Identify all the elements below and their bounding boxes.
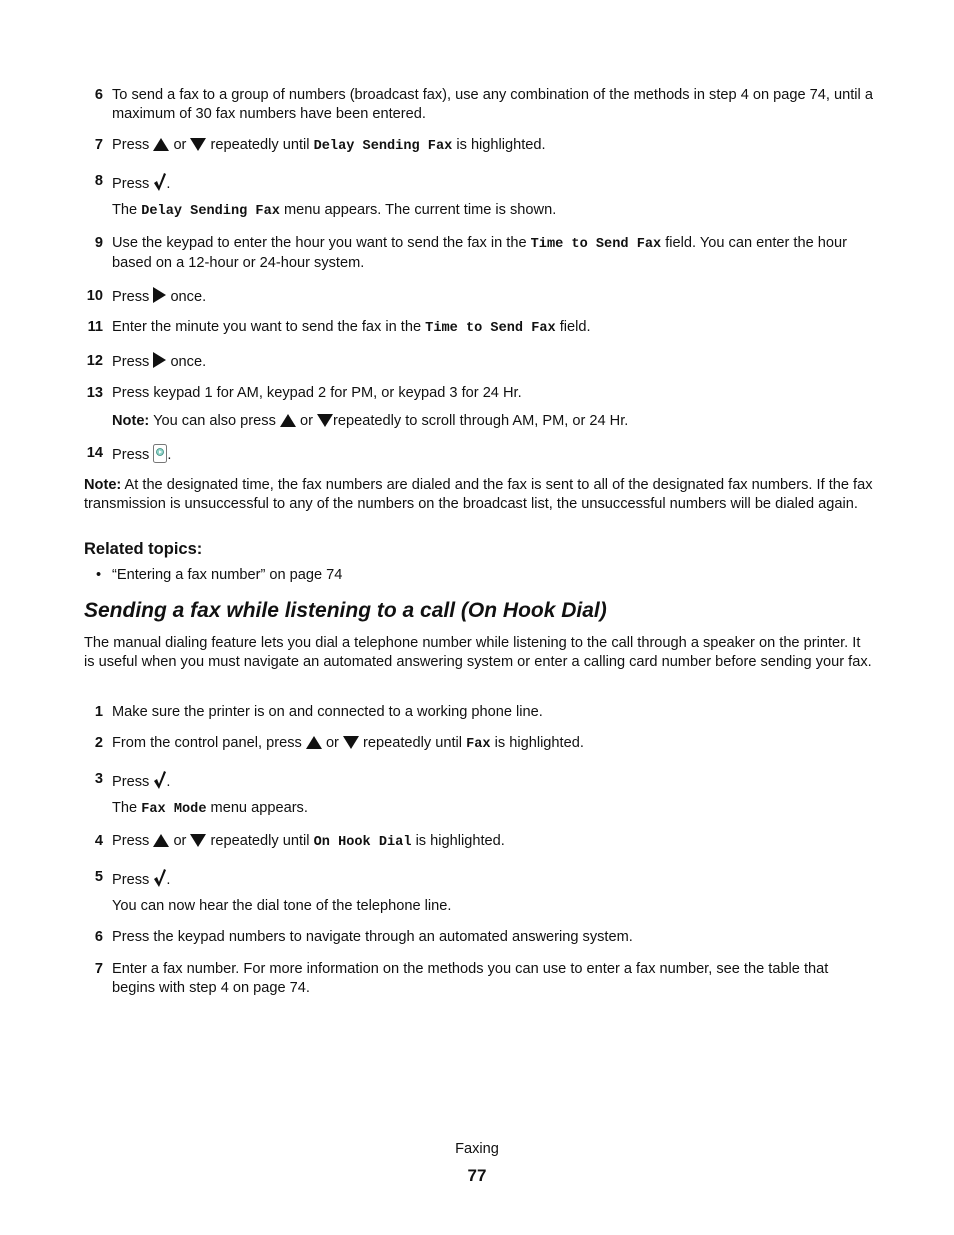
menu-item-code: Fax Mode bbox=[141, 802, 207, 817]
up-arrow-icon bbox=[153, 834, 169, 847]
section-heading: Sending a fax while listening to a call (On Hook Dial) bbox=[84, 599, 607, 622]
broadcast-note bbox=[84, 476, 874, 514]
up-arrow-icon bbox=[153, 138, 169, 151]
up-arrow-icon bbox=[306, 736, 322, 749]
step-number: 11 bbox=[87, 319, 103, 335]
step-text: Press . bbox=[112, 868, 874, 890]
menu-item-code: Delay Sending Fax bbox=[313, 139, 453, 154]
field-code: Time to Send Fax bbox=[425, 321, 556, 336]
step-number: 7 bbox=[94, 961, 103, 977]
step-text: Press . bbox=[112, 770, 874, 792]
related-topics-heading: Related topics: bbox=[84, 540, 203, 558]
field-code: Time to Send Fax bbox=[530, 237, 662, 252]
note-label: Note: bbox=[84, 477, 122, 493]
step-b-3-subtext: The Fax Mode menu appears. bbox=[112, 800, 308, 817]
note-text: At the designated time, the fax numbers are dialed and the fax is sent to all of the designated fax numbers. If the fax transmission is unsuccessful to any of the numbers on the broadcast list, the unsuccessful numbers will be dialed again. bbox=[84, 477, 873, 512]
step-text: Press . bbox=[112, 172, 874, 194]
step-number: 4 bbox=[94, 833, 103, 849]
right-arrow-icon bbox=[153, 352, 166, 368]
menu-item-code: On Hook Dial bbox=[313, 835, 412, 850]
step-text: Press keypad 1 for AM, keypad 2 for PM, or keypad 3 for 24 Hr. bbox=[112, 385, 522, 401]
note-label: Note: bbox=[112, 413, 150, 429]
step-number: 12 bbox=[86, 353, 103, 369]
step-text: Use the keypad to enter the hour you want to send the fax in the Time to Send Fax field. You can enter the hour based on a 12-hour or 24-hour system. bbox=[112, 235, 847, 271]
bullet-mark: • bbox=[96, 567, 102, 583]
step-b-5-subtext: You can now hear the dial tone of the telephone line. bbox=[112, 898, 452, 914]
down-arrow-icon bbox=[190, 834, 206, 847]
step-text: Press . bbox=[112, 444, 874, 465]
step-text: Enter a fax number. For more information on the methods you can use to enter a fax number, see the table that begins with step 4 on page 74. bbox=[112, 961, 829, 996]
step-number: 6 bbox=[94, 87, 103, 103]
step-text: Press once. bbox=[112, 289, 207, 305]
step-number: 1 bbox=[94, 704, 103, 720]
up-arrow-icon bbox=[280, 414, 296, 427]
down-arrow-icon bbox=[317, 414, 333, 427]
step-number: 8 bbox=[94, 173, 103, 189]
menu-item-code: Fax bbox=[466, 737, 491, 752]
right-arrow-icon bbox=[153, 287, 166, 303]
down-arrow-icon bbox=[343, 736, 359, 749]
step-number: 7 bbox=[94, 137, 103, 153]
step-text: Press or repeatedly until Delay Sending Fax is highlighted. bbox=[112, 137, 546, 154]
step-number: 14 bbox=[86, 445, 103, 461]
checkmark-icon bbox=[153, 770, 166, 789]
step-number: 13 bbox=[86, 385, 103, 401]
step-number: 5 bbox=[94, 869, 103, 885]
step-text: From the control panel, press or repeatedly until Fax is highlighted. bbox=[112, 735, 584, 752]
step-text: Press once. bbox=[112, 354, 207, 370]
step-8-subtext: The Delay Sending Fax menu appears. The current time is shown. bbox=[112, 202, 557, 219]
step-text: To send a fax to a group of numbers (broadcast fax), use any combination of the methods in step 4 on page 74, until a maximum of 30 fax numbers have been entered. bbox=[112, 87, 873, 122]
step-text: Enter the minute you want to send the fax in the Time to Send Fax field. bbox=[112, 319, 591, 336]
menu-item-code: Delay Sending Fax bbox=[141, 204, 280, 219]
start-button-icon bbox=[153, 444, 167, 463]
step-number: 6 bbox=[94, 929, 103, 945]
footer-chapter: Faxing bbox=[455, 1141, 499, 1157]
step-number: 3 bbox=[94, 771, 103, 787]
down-arrow-icon bbox=[190, 138, 206, 151]
step-number: 10 bbox=[86, 288, 103, 304]
page-number: 77 bbox=[467, 1166, 487, 1185]
step-text: Press the keypad numbers to navigate through an automated answering system. bbox=[112, 929, 633, 945]
section-intro: The manual dialing feature lets you dial a telephone number while listening to the call through a speaker on the printer. It is useful when you must navigate an automated answering system or enter a calling card number before sending your fax. bbox=[84, 635, 872, 670]
checkmark-icon bbox=[153, 172, 166, 191]
related-topic-link[interactable]: “Entering a fax number” on page 74 bbox=[112, 567, 343, 583]
step-text: Make sure the printer is on and connected to a working phone line. bbox=[112, 704, 543, 720]
step-text: Press or repeatedly until On Hook Dial is highlighted. bbox=[112, 833, 505, 850]
step-number: 2 bbox=[94, 735, 103, 751]
step-number: 9 bbox=[94, 235, 103, 251]
step-13-note: Note: You can also press or repeatedly to scroll through AM, PM, or 24 Hr. bbox=[112, 413, 629, 429]
checkmark-icon bbox=[153, 868, 166, 887]
